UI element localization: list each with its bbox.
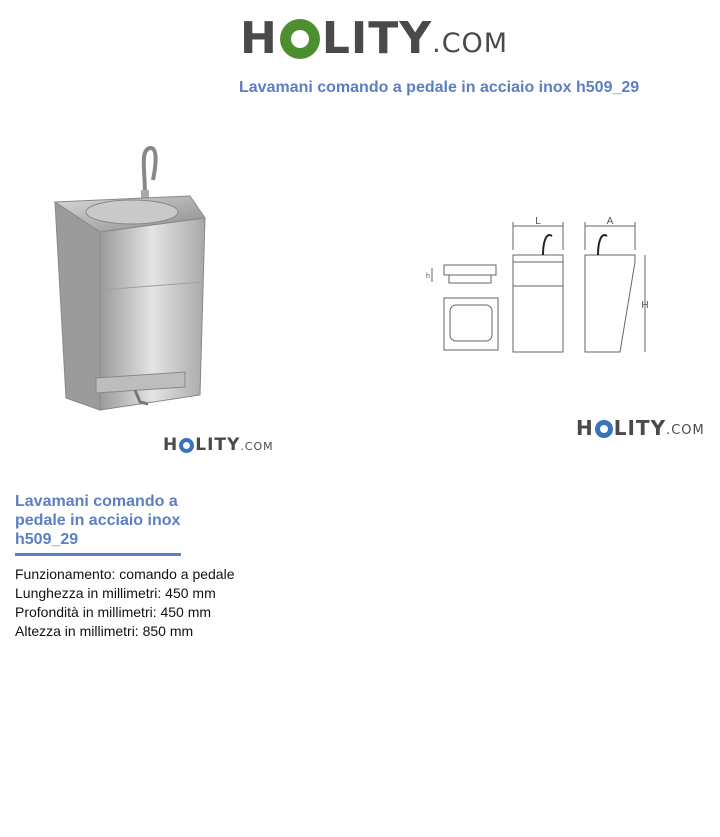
product-photo bbox=[40, 140, 230, 420]
dim-label-basin-height: h bbox=[426, 273, 430, 280]
page-title: Lavamani comando a pedale in acciaio inox h509_29 bbox=[239, 79, 640, 96]
spec-item: Funzionamento: comando a pedale bbox=[15, 566, 235, 582]
dim-label-length: L bbox=[535, 216, 541, 227]
logo-text-h: H bbox=[240, 13, 278, 64]
logo-text-com: .COM bbox=[432, 28, 509, 59]
spec-item: Lunghezza in millimetri: 450 mm bbox=[15, 585, 216, 601]
title-underline bbox=[15, 553, 181, 556]
dim-label-depth: A bbox=[606, 216, 614, 227]
logo-o-icon bbox=[179, 438, 194, 453]
site-logo[interactable] bbox=[240, 12, 508, 64]
drawing-watermark-logo: H LITY .COM bbox=[576, 416, 705, 440]
spec-list bbox=[15, 565, 234, 641]
product-section-title: Lavamani comando a pedale in acciaio inox h509_29 bbox=[15, 493, 181, 548]
photo-watermark-logo: H LITY .COM bbox=[163, 435, 274, 455]
spec-item: Profondità in millimetri: 450 mm bbox=[15, 604, 212, 620]
technical-drawing bbox=[420, 210, 660, 360]
logo-text-lity: LITY bbox=[321, 13, 433, 64]
spec-item: Altezza in millimetri: 850 mm bbox=[15, 623, 194, 639]
logo-o-icon bbox=[595, 420, 613, 438]
logo-o-icon bbox=[280, 19, 320, 59]
dim-label-height: H bbox=[641, 300, 649, 311]
